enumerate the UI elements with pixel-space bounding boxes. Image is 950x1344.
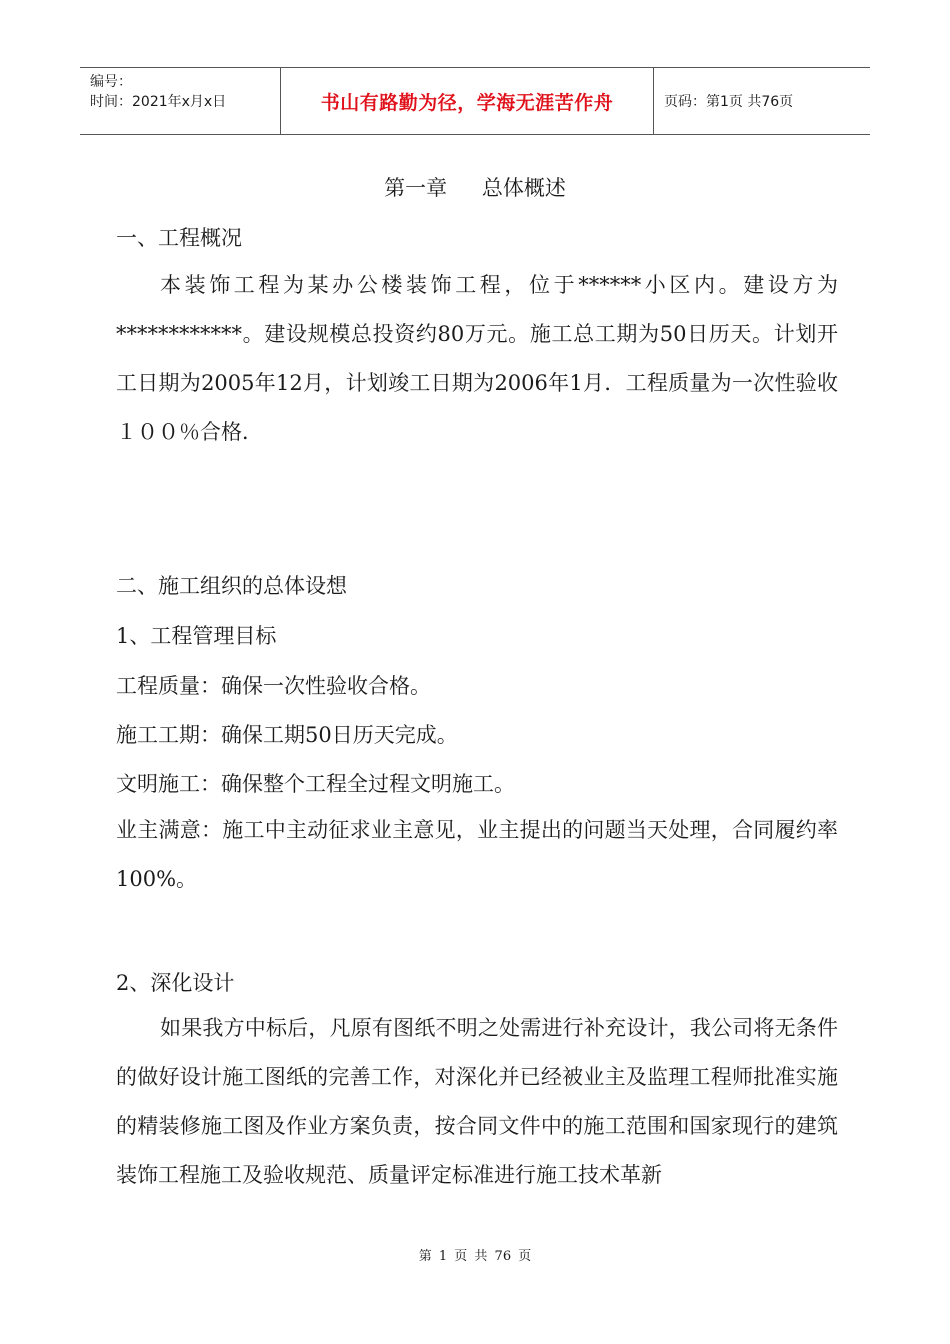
page-count-label: 页码：第1页 共76页 [664,94,794,110]
chapter-title: 第一章 总体概述 [384,176,566,200]
document-header [80,67,870,135]
section1-heading: 一、工程概况 [116,226,242,250]
number-label: 编号： [90,74,132,90]
goal-quality: 工程质量：确保一次性验收合格。 [116,674,431,698]
section2-heading: 二、施工组织的总体设想 [116,574,347,598]
header-meta-cell [80,68,281,134]
motto-text: 书山有路勤为径，学海无涯苦作舟 [320,91,614,114]
sub2-heading: 2、深化设计 [116,971,235,995]
sub1-heading: 1、工程管理目标 [116,624,277,648]
section1-paragraph: 本装饰工程为某办公楼装饰工程，位于******小区内。建设方为************。建设规模总投资约80万元。施工总工期为50日历天。计划开工日期为2005年12月，计划竣工日期为2006年1月．工程质量为一次性验收１００％合格． [116,273,838,444]
page-footer: 第 1 页 共 76 页 [418,1249,532,1264]
sub2-paragraph: 如果我方中标后，凡原有图纸不明之处需进行补充设计，我公司将无条件的做好设计施工图纸的完善工作，对深化并已经被业主及监理工程师批准实施的精装修施工图及作业方案负责，按合同文件中的施工范围和国家现行的建筑装饰工程施工及验收规范、质量评定标准进行施工技术革新 [116,1016,838,1187]
date-label: 时间：2021年x月x日 [90,94,227,110]
header-motto-cell [281,68,654,134]
goal-owner-satisfaction: 业主满意：施工中主动征求业主意见，业主提出的问题当天处理，合同履约率100%。 [116,818,838,891]
goal-schedule: 施工工期：确保工期50日历天完成。 [116,723,458,747]
header-page-cell [654,68,870,134]
goal-civilized: 文明施工：确保整个工程全过程文明施工。 [116,772,515,796]
